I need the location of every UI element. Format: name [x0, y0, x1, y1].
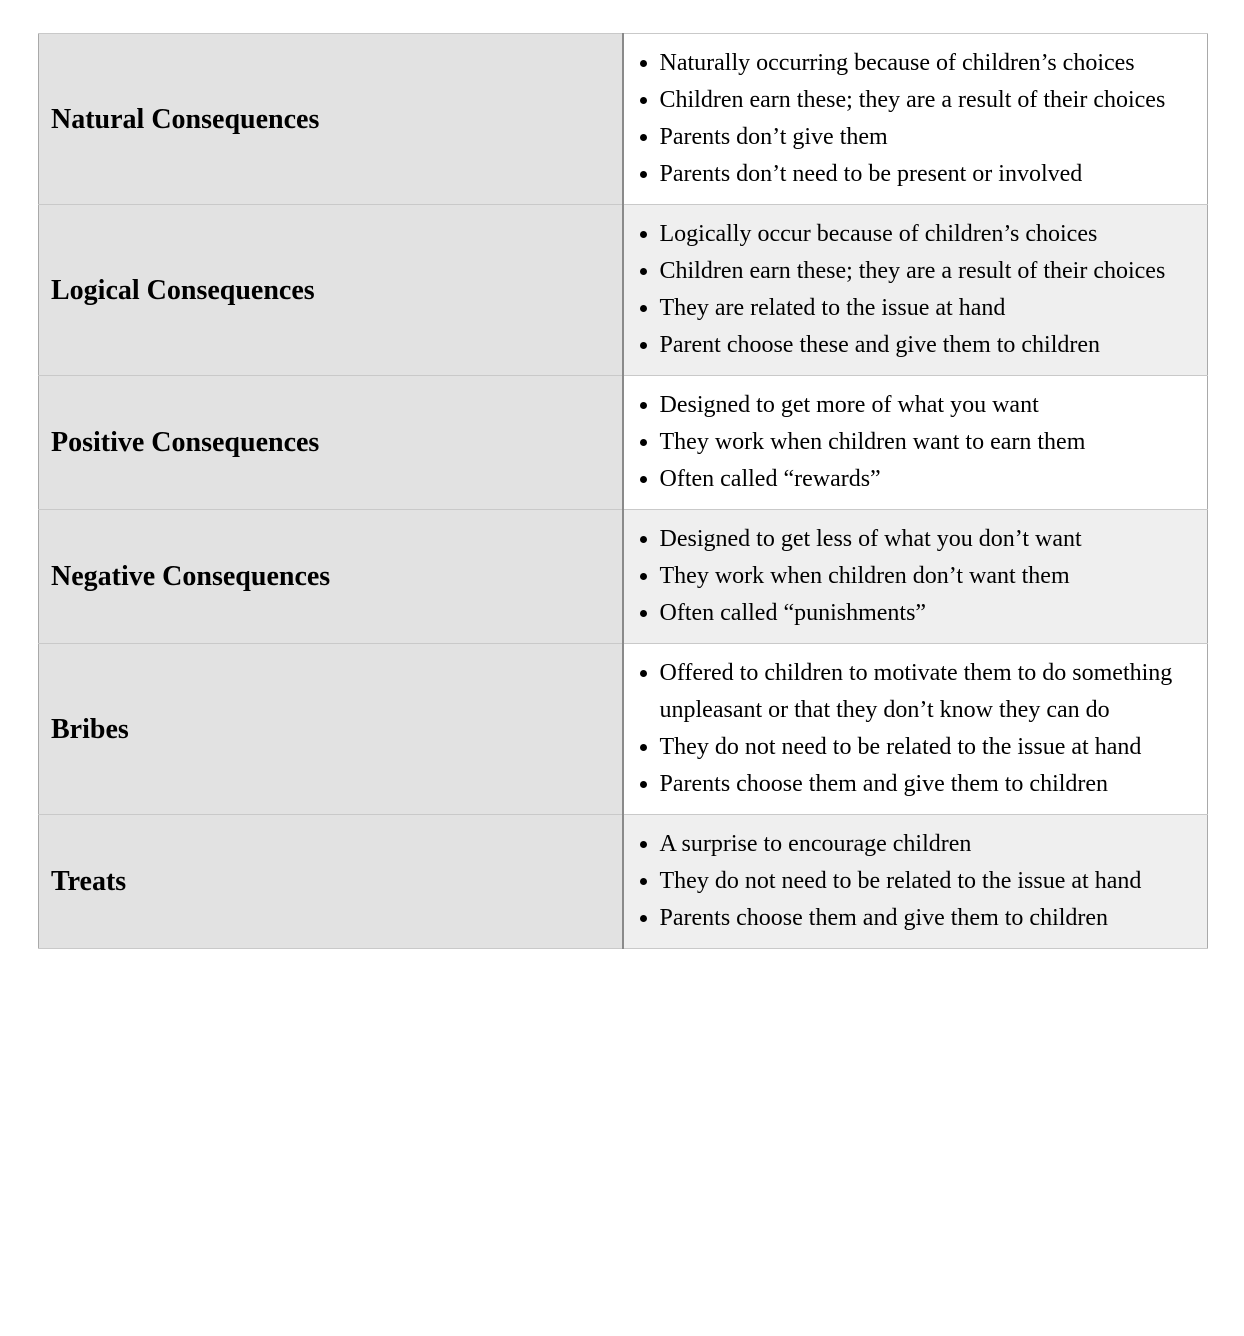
table-row — [39, 205, 1208, 376]
bullet-item: • Parents choose them and give them to children — [660, 900, 1194, 937]
table-row — [39, 510, 1208, 644]
term-cell — [39, 205, 623, 376]
bullet-item: • Designed to get more of what you want — [660, 387, 1194, 424]
table-row — [39, 644, 1208, 815]
bullet-item: • Parents don’t need to be present or involved — [660, 156, 1194, 193]
details-cell — [623, 376, 1208, 510]
bullet-item: • They work when children want to earn them — [660, 424, 1194, 461]
bullet-item: • Designed to get less of what you don’t want — [660, 521, 1194, 558]
term-cell — [39, 34, 623, 205]
term-label: Positive Consequences — [51, 427, 320, 458]
details-cell — [623, 815, 1208, 949]
details-cell — [623, 34, 1208, 205]
table-row — [39, 376, 1208, 510]
bullet-item: • Children earn these; they are a result of their choices — [660, 82, 1194, 119]
term-label: Logical Consequences — [51, 274, 315, 306]
details-cell — [623, 644, 1208, 815]
bullet-item: • Often called “punishments” — [660, 595, 1194, 632]
term-cell — [39, 644, 623, 815]
details-list — [624, 387, 1194, 498]
term-label: Bribes — [51, 713, 129, 745]
bullet-item: • Parents choose them and give them to children — [660, 766, 1194, 803]
term-cell — [39, 815, 623, 949]
term-cell — [39, 510, 623, 644]
term-label: Negative Consequences — [51, 561, 331, 592]
term-cell — [39, 376, 623, 510]
bullet-item: • Children earn these; they are a result of their choices — [660, 253, 1194, 290]
consequences-table-body — [39, 34, 1208, 949]
bullet-item: • Parent choose these and give them to children — [660, 327, 1194, 364]
details-cell — [623, 205, 1208, 376]
details-list — [624, 216, 1194, 364]
bullet-item: • Often called “rewards” — [660, 461, 1194, 498]
details-cell — [623, 510, 1208, 644]
table-row — [39, 34, 1208, 205]
bullet-item: • They do not need to be related to the issue at hand — [660, 863, 1194, 900]
details-list — [624, 521, 1194, 632]
term-label: Treats — [51, 866, 127, 897]
bullet-item: • A surprise to encourage children — [660, 826, 1194, 863]
term-label: Natural Consequences — [51, 103, 320, 135]
bullet-item: • Logically occur because of children’s choices — [660, 216, 1194, 253]
details-list — [624, 45, 1194, 193]
consequences-table — [38, 33, 1208, 949]
details-list — [624, 826, 1194, 937]
bullet-item: • They work when children don’t want them — [660, 558, 1194, 595]
bullet-item: • Parents don’t give them — [660, 119, 1194, 156]
details-list — [624, 655, 1194, 803]
bullet-item: • Offered to children to motivate them to do something unpleasant or that they don’t know they can do — [660, 655, 1194, 729]
bullet-item: • They do not need to be related to the issue at hand — [660, 729, 1194, 766]
bullet-item: • They are related to the issue at hand — [660, 290, 1194, 327]
bullet-item: • Naturally occurring because of children’s choices — [660, 45, 1194, 82]
table-row — [39, 815, 1208, 949]
